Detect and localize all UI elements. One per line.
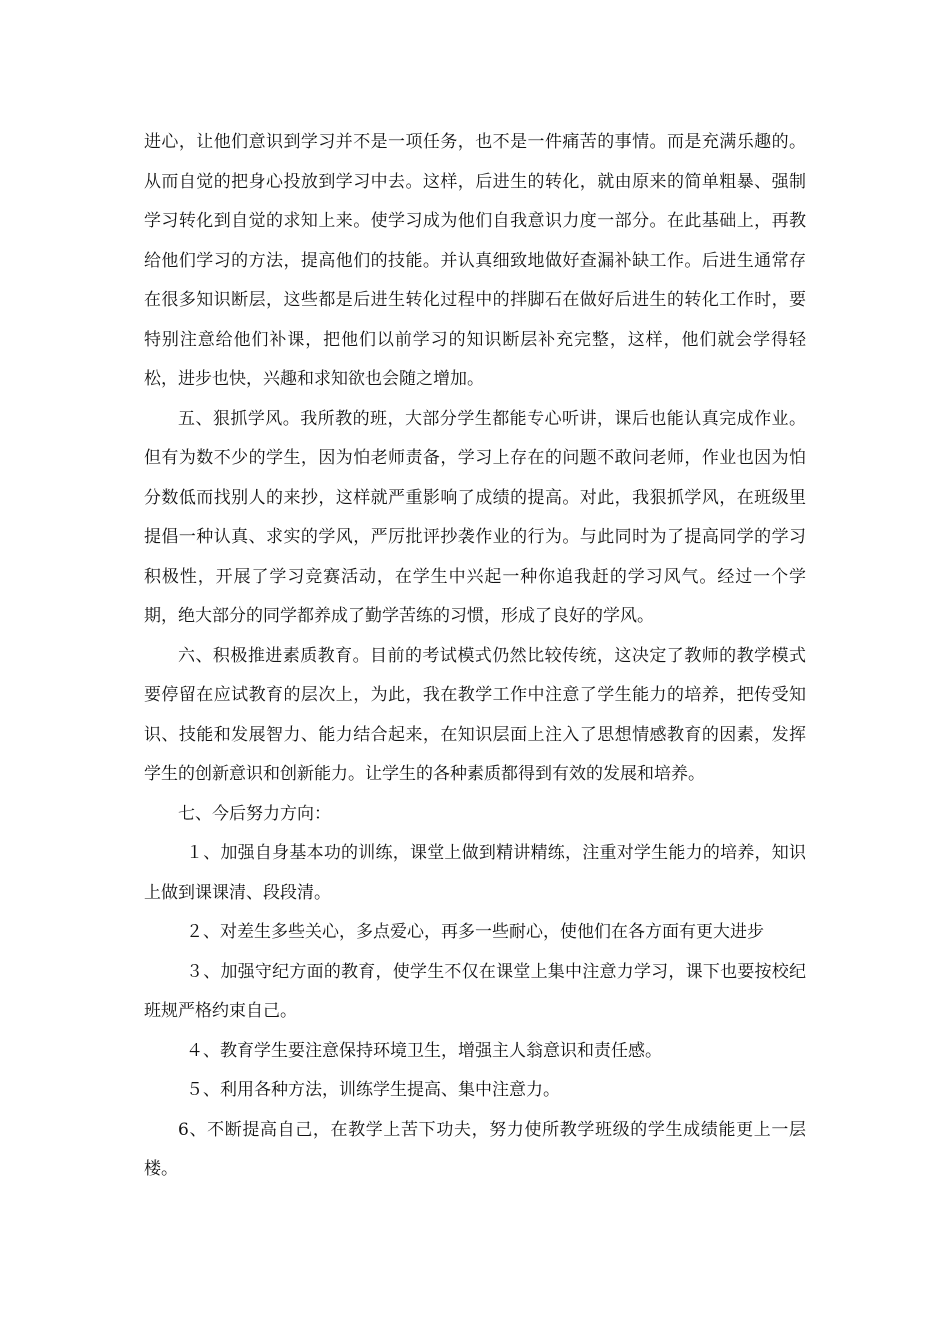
document-body xyxy=(144,123,806,1190)
list-item-1: １、加强自身基本功的训练，课堂上做到精讲精练，注重对学生能力的培养，知识上做到课课清、段段清。 xyxy=(144,843,806,903)
list-item-4: ４、教育学生要注意保持环境卫生，增强主人翁意识和责任感。 xyxy=(186,1040,662,1061)
list-item-5: ５、利用各种方法，训练学生提高、集中注意力。 xyxy=(186,1080,560,1100)
list-item-2: ２、对差生多些关心，多点爱心，再多一些耐心，使他们在各方面有更大进步 xyxy=(186,922,764,942)
paragraph-section-7-heading: 七、今后努力方向： xyxy=(178,803,331,824)
list-item-6: 6、不断提高自己，在教学上苦下功夫，努力使所教学班级的学生成绩能更上一层楼。 xyxy=(144,1119,806,1179)
list-item-3: ３、加强守纪方面的教育，使学生不仅在课堂上集中注意力学习，课下也要按校纪班规严格约束自己。 xyxy=(144,961,806,1021)
paragraph-section-6: 六、积极推进素质教育。目前的考试模式仍然比较传统，这决定了教师的教学模式要停留在应试教育的层次上，为此，我在教学工作中注意了学生能力的培养，把传受知识、技能和发展智力、能力结合起来，在知识层面上注入了思想情感教育的因素，发挥学生的创新意识和创新能力。让学生的各种素质都得到有效的发展和培养。 xyxy=(144,645,806,784)
paragraph-section-5: 五、狠抓学风。我所教的班，大部分学生都能专心听讲，课后也能认真完成作业。但有为数不少的学生，因为怕老师责备，学习上存在的问题不敢问老师，作业也因为怕分数低而找别人的来抄，这样就严重影响了成绩的提高。对此，我狠抓学风，在班级里提倡一种认真、求实的学风，严厉批评抄袭作业的行为。与此同时为了提高同学的学习积极性，开展了学习竞赛活动，在学生中兴起一种你追我赶的学习风气。经过一个学期，绝大部分的同学都养成了勤学苦练的习惯，形成了良好的学风。 xyxy=(144,408,806,626)
paragraph-continuation: 进心，让他们意识到学习并不是一项任务，也不是一件痛苦的事情。而是充满乐趣的。从而自觉的把身心投放到学习中去。这样，后进生的转化，就由原来的简单粗暴、强制学习转化到自觉的求知上来。使学习成为他们自我意识力度一部分。在此基础上，再教给他们学习的方法，提高他们的技能。并认真细致地做好查漏补缺工作。后进生通常存在很多知识断层，这些都是后进生转化过程中的拌脚石在做好后进生的转化工作时，要特别注意给他们补课，把他们以前学习的知识断层补充完整，这样，他们就会学得轻松，进步也快，兴趣和求知欲也会随之增加。 xyxy=(144,132,806,389)
